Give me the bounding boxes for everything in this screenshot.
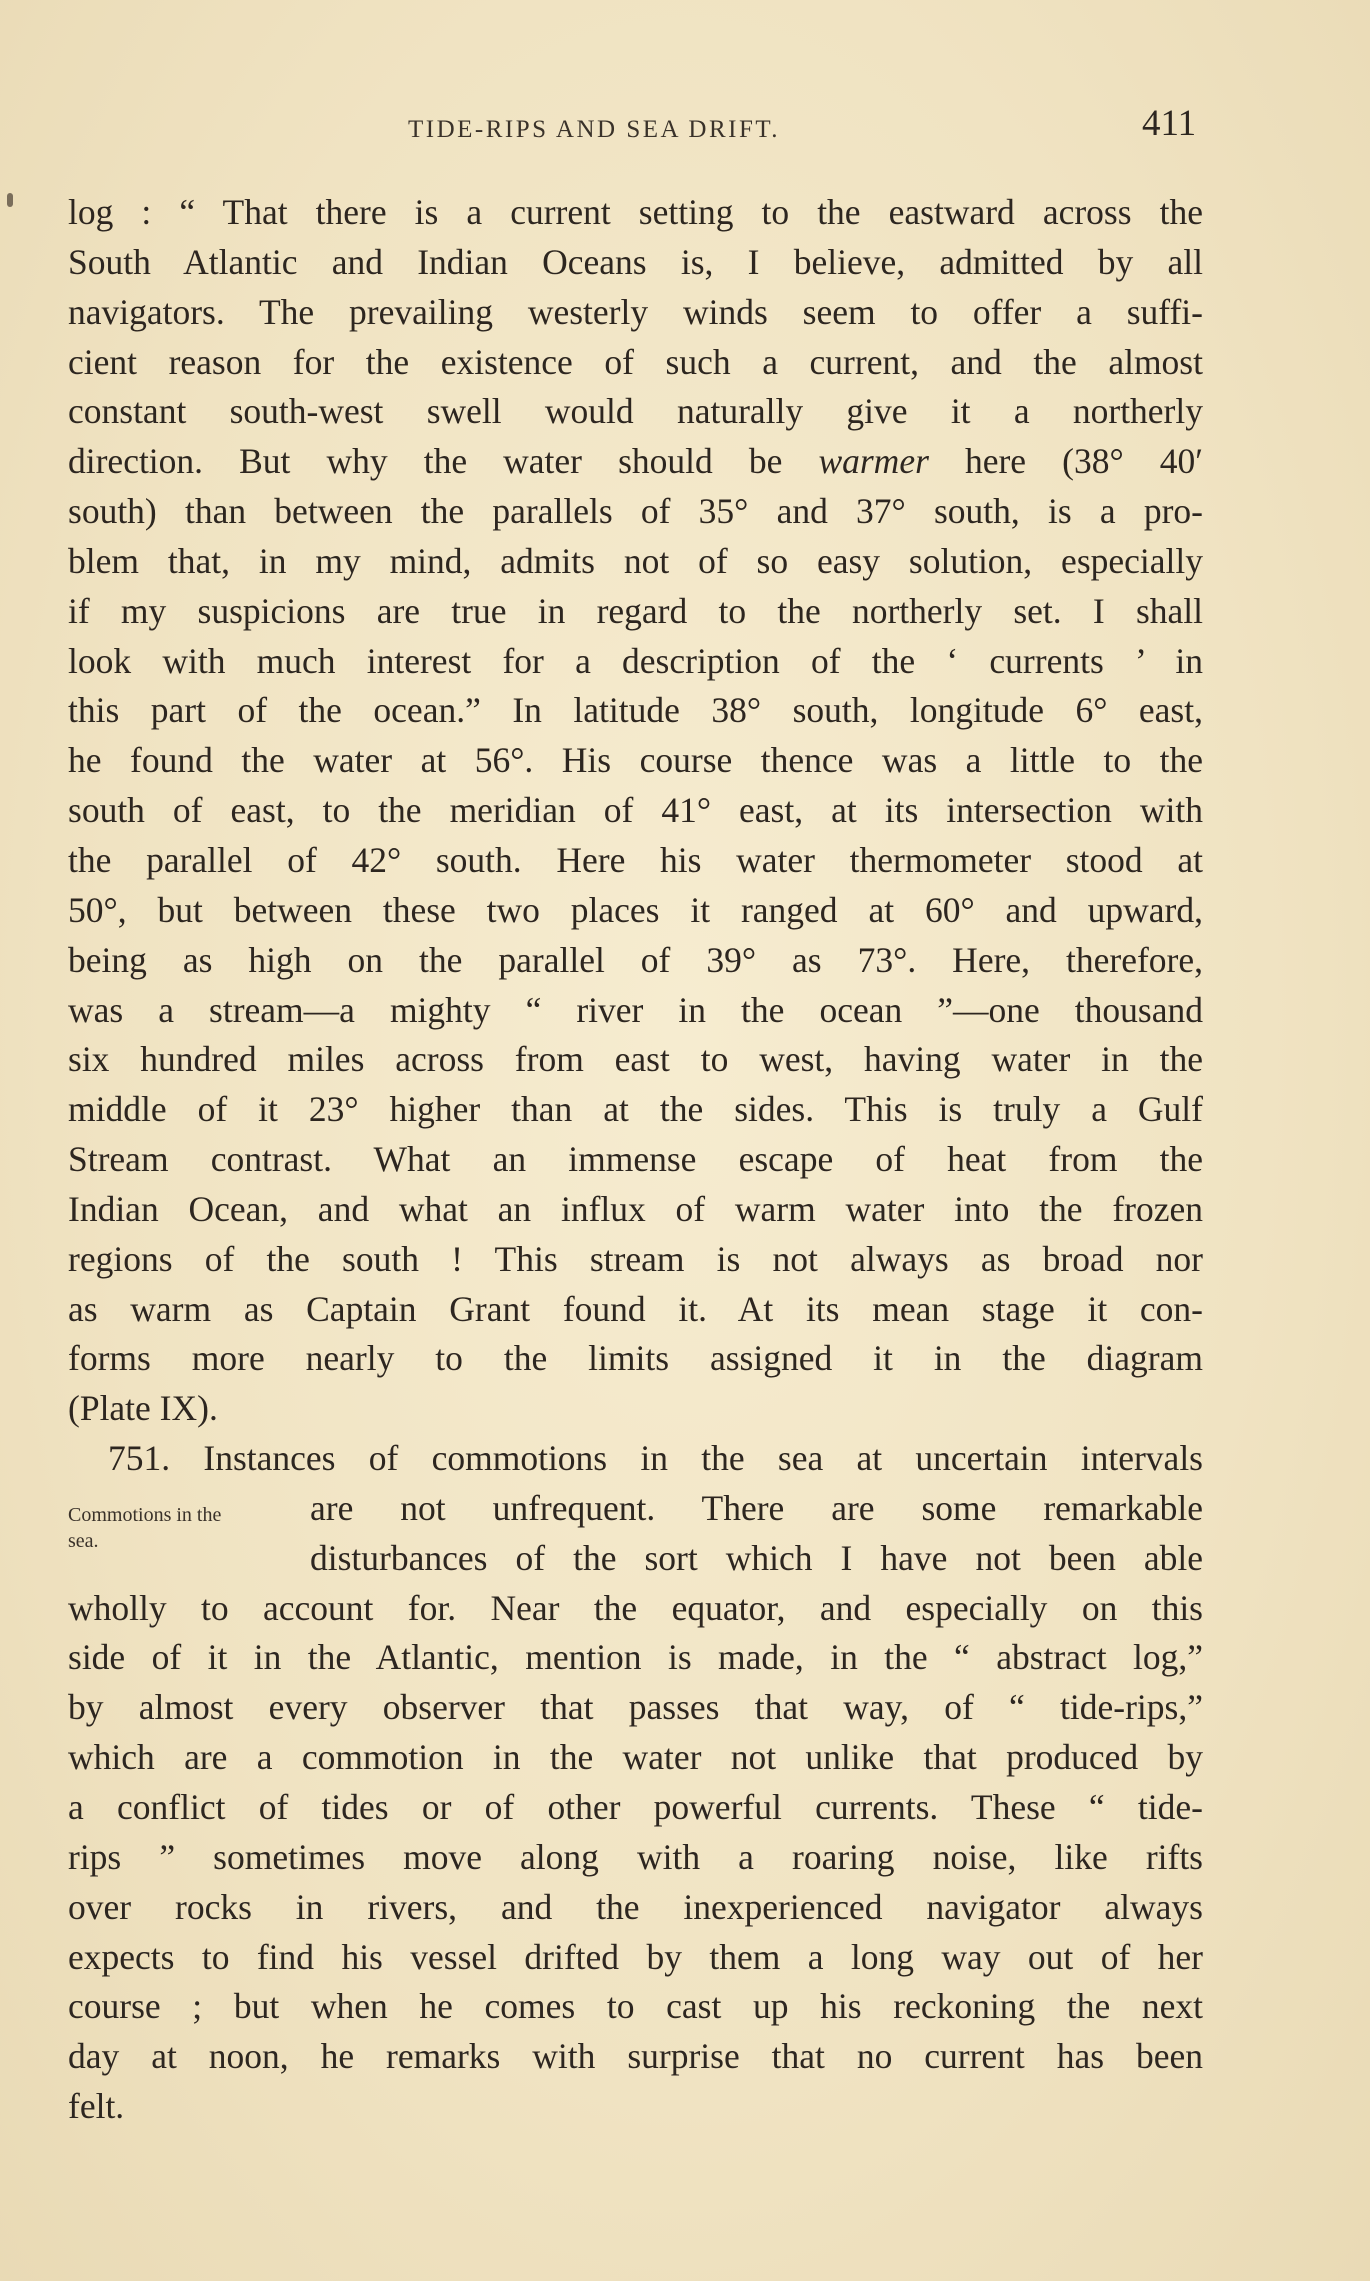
text-line: was a stream—a mighty “ river in the ocean ”—one thousand — [68, 989, 1203, 1030]
text-line: south of east, to the meridian of 41° east, at its intersection with — [68, 790, 1203, 831]
text-line: wholly to account for. Near the equator, and especially on this — [68, 1587, 1203, 1628]
text-line: felt. — [68, 2086, 125, 2127]
ink-blot — [7, 193, 13, 207]
margin-sidenote — [68, 1502, 298, 1554]
text-line: side of it in the Atlantic, mention is made, in the “ abstract log,” — [68, 1637, 1203, 1678]
text-line: the parallel of 42° south. Here his water thermometer stood at — [68, 839, 1203, 880]
italic-emphasis: warmer — [818, 441, 929, 482]
text-line: course ; but when he comes to cast up his reckoning the next — [68, 1986, 1203, 2027]
text-line: blem that, in my mind, admits not of so easy solution, especially — [68, 540, 1203, 581]
text-line: South Atlantic and Indian Oceans is, I believe, admitted by all — [68, 241, 1203, 282]
text-line: rips ” sometimes move along with a roaring noise, like rifts — [68, 1836, 1203, 1877]
text-line: cient reason for the existence of such a current, and the almost — [68, 341, 1203, 382]
text-line: look with much interest for a description of the ‘ currents ’ in — [68, 640, 1203, 681]
text-line: as warm as Captain Grant found it. At its mean stage it con- — [68, 1288, 1203, 1329]
text-line: six hundred miles across from east to west, having water in the — [68, 1039, 1203, 1080]
text-line-beside-sidenote: disturbances of the sort which I have not been able — [310, 1537, 1203, 1578]
text-line: forms more nearly to the limits assigned it in the diagram — [68, 1338, 1203, 1379]
text-line: (Plate IX). — [68, 1388, 218, 1429]
sidenote-line: Commotions in the — [68, 1504, 222, 1526]
text-line: being as high on the parallel of 39° as 73°. Here, therefore, — [68, 939, 1203, 980]
text-line: by almost every observer that passes that way, of “ tide-rips,” — [68, 1687, 1203, 1728]
text-line: Indian Ocean, and what an influx of warm water into the frozen — [68, 1188, 1203, 1229]
text-line-beside-sidenote: are not unfrequent. There are some remarkable — [310, 1487, 1203, 1528]
text-line: which are a commotion in the water not unlike that produced by — [68, 1737, 1203, 1778]
text-line: over rocks in rivers, and the inexperienced navigator always — [68, 1886, 1203, 1927]
text-line: expects to find his vessel drifted by them a long way out of her — [68, 1936, 1203, 1977]
text-line: south) than between the parallels of 35° and 37° south, is a pro- — [68, 491, 1203, 532]
page-header — [0, 102, 1370, 152]
text-line: navigators. The prevailing westerly winds seem to offer a suffi- — [68, 291, 1203, 332]
text-line: if my suspicions are true in regard to the northerly set. I shall — [68, 590, 1203, 631]
text-line: 50°, but between these two places it ranged at 60° and upward, — [68, 889, 1203, 930]
text-line: middle of it 23° higher than at the sides. This is truly a Gulf — [68, 1089, 1203, 1130]
text-line: constant south-west swell would naturally give it a northerly — [68, 391, 1203, 432]
sidenote-line: sea. — [68, 1530, 99, 1552]
text-line: this part of the ocean.” In latitude 38° south, longitude 6° east, — [68, 690, 1203, 731]
text-line: Stream contrast. What an immense escape of heat from the — [68, 1139, 1203, 1180]
body-text — [68, 188, 1203, 2132]
text-line: regions of the south ! This stream is not always as broad nor — [68, 1238, 1203, 1279]
text-line: a conflict of tides or of other powerful currents. These “ tide- — [68, 1787, 1203, 1827]
text-line: day at noon, he remarks with surprise that no current has been — [68, 2036, 1203, 2077]
text-line-with-italic: direction. But why the water should be warmer here (38° 40′ — [68, 441, 1203, 482]
running-title: TIDE-RIPS AND SEA DRIFT. — [408, 116, 781, 143]
text-line: he found the water at 56°. His course thence was a little to the — [68, 740, 1203, 781]
page-number: 411 — [1142, 103, 1197, 144]
paragraph-start-line: 751. Instances of commotions in the sea at uncertain intervals — [108, 1438, 1203, 1479]
text-line: log : “ That there is a current setting to the eastward across the — [68, 192, 1203, 232]
